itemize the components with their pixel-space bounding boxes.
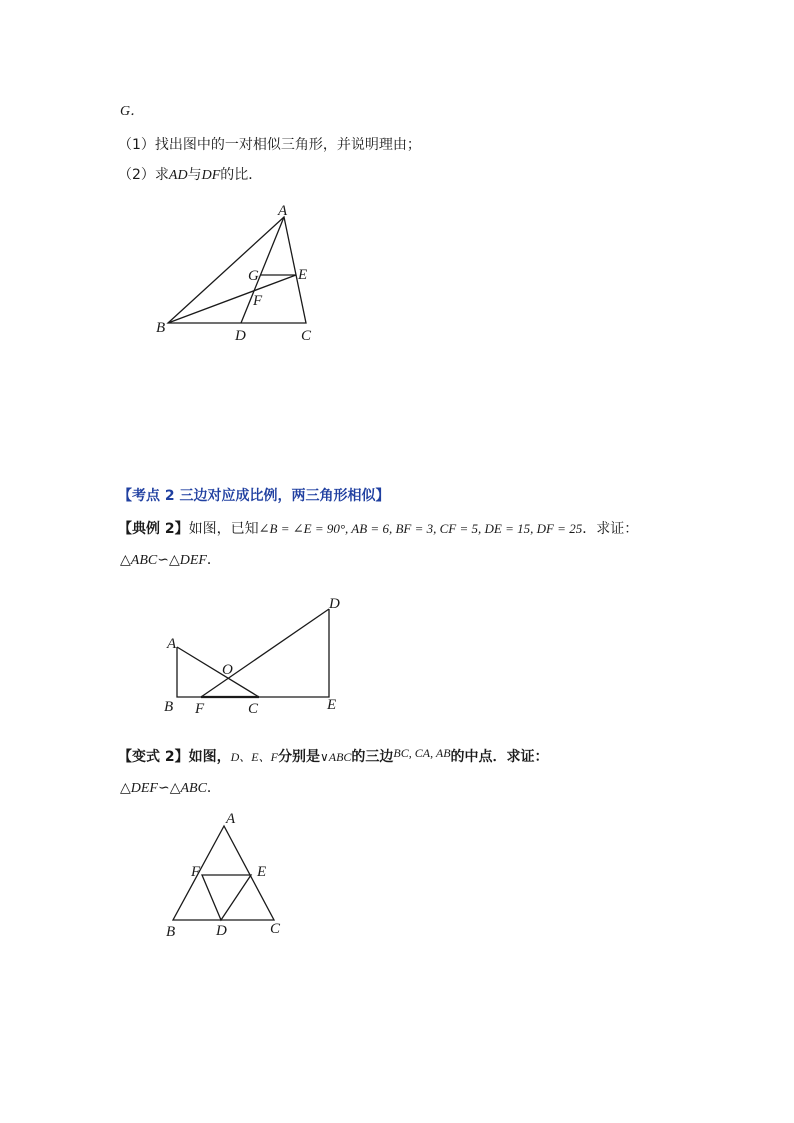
label-g: G — [248, 268, 259, 284]
variant-sides: BC, CA, AB — [393, 746, 451, 760]
segment-df: DF — [201, 168, 221, 183]
label-a: A — [278, 203, 288, 219]
label-c: C — [301, 328, 312, 344]
question-2-suffix: 的比． — [220, 167, 263, 183]
variant-conclusion: △DEF∽△ABC — [120, 781, 207, 796]
label-b: B — [164, 699, 174, 715]
section-heading: 【考点 2 三边对应成比例，两三角形相似】 — [118, 488, 390, 504]
variant-text-2: 分别是 — [277, 749, 320, 765]
example-given-math: ∠B = ∠E = 90°, AB = 6, BF = 3, CF = 5, DE = 15, DF = 25 — [258, 521, 583, 536]
example-conclusion-end: ． — [206, 552, 221, 568]
label-f: F — [253, 293, 263, 309]
example-conclusion: △ABC∽△DEF — [120, 553, 207, 568]
variant-points: D、E、F — [230, 750, 278, 764]
example-text-2: ．求证： — [582, 521, 639, 537]
label-d: D — [235, 328, 246, 344]
label-b: B — [166, 924, 176, 940]
label-d: D — [329, 596, 340, 612]
label-d: D — [216, 923, 227, 939]
variant-text-1: 如图， — [188, 749, 231, 765]
label-f: F — [195, 701, 205, 717]
label-a: A — [167, 636, 177, 652]
label-o: O — [222, 662, 233, 678]
variant-conclusion-end: ． — [206, 780, 221, 796]
label-e: E — [327, 697, 337, 713]
question-2-prefix: （2）求 — [118, 167, 169, 183]
label-a: A — [226, 811, 236, 827]
label-c: C — [248, 701, 259, 717]
label-c: C — [270, 921, 281, 937]
label-b: B — [156, 320, 166, 336]
variant-text-3: 的三边 — [351, 749, 394, 765]
segment-ad: AD — [168, 168, 188, 183]
example-text-1: 如图，已知 — [188, 521, 259, 537]
variant-text-4: 的中点．求证： — [450, 749, 549, 765]
label-e: E — [298, 267, 308, 283]
variant-triangle: ∨ABC — [319, 750, 352, 764]
g-continuation-text: G． — [120, 104, 145, 119]
triangle-def — [202, 875, 251, 920]
label-e: E — [257, 864, 267, 880]
example-tag: 【典例 2】 — [118, 521, 189, 537]
question-2-mid: 与 — [187, 167, 202, 183]
variant-tag: 【变式 2】 — [118, 749, 189, 765]
label-f: F — [191, 864, 201, 880]
question-1: （1）找出图中的一对相似三角形，并说明理由； — [118, 137, 421, 153]
